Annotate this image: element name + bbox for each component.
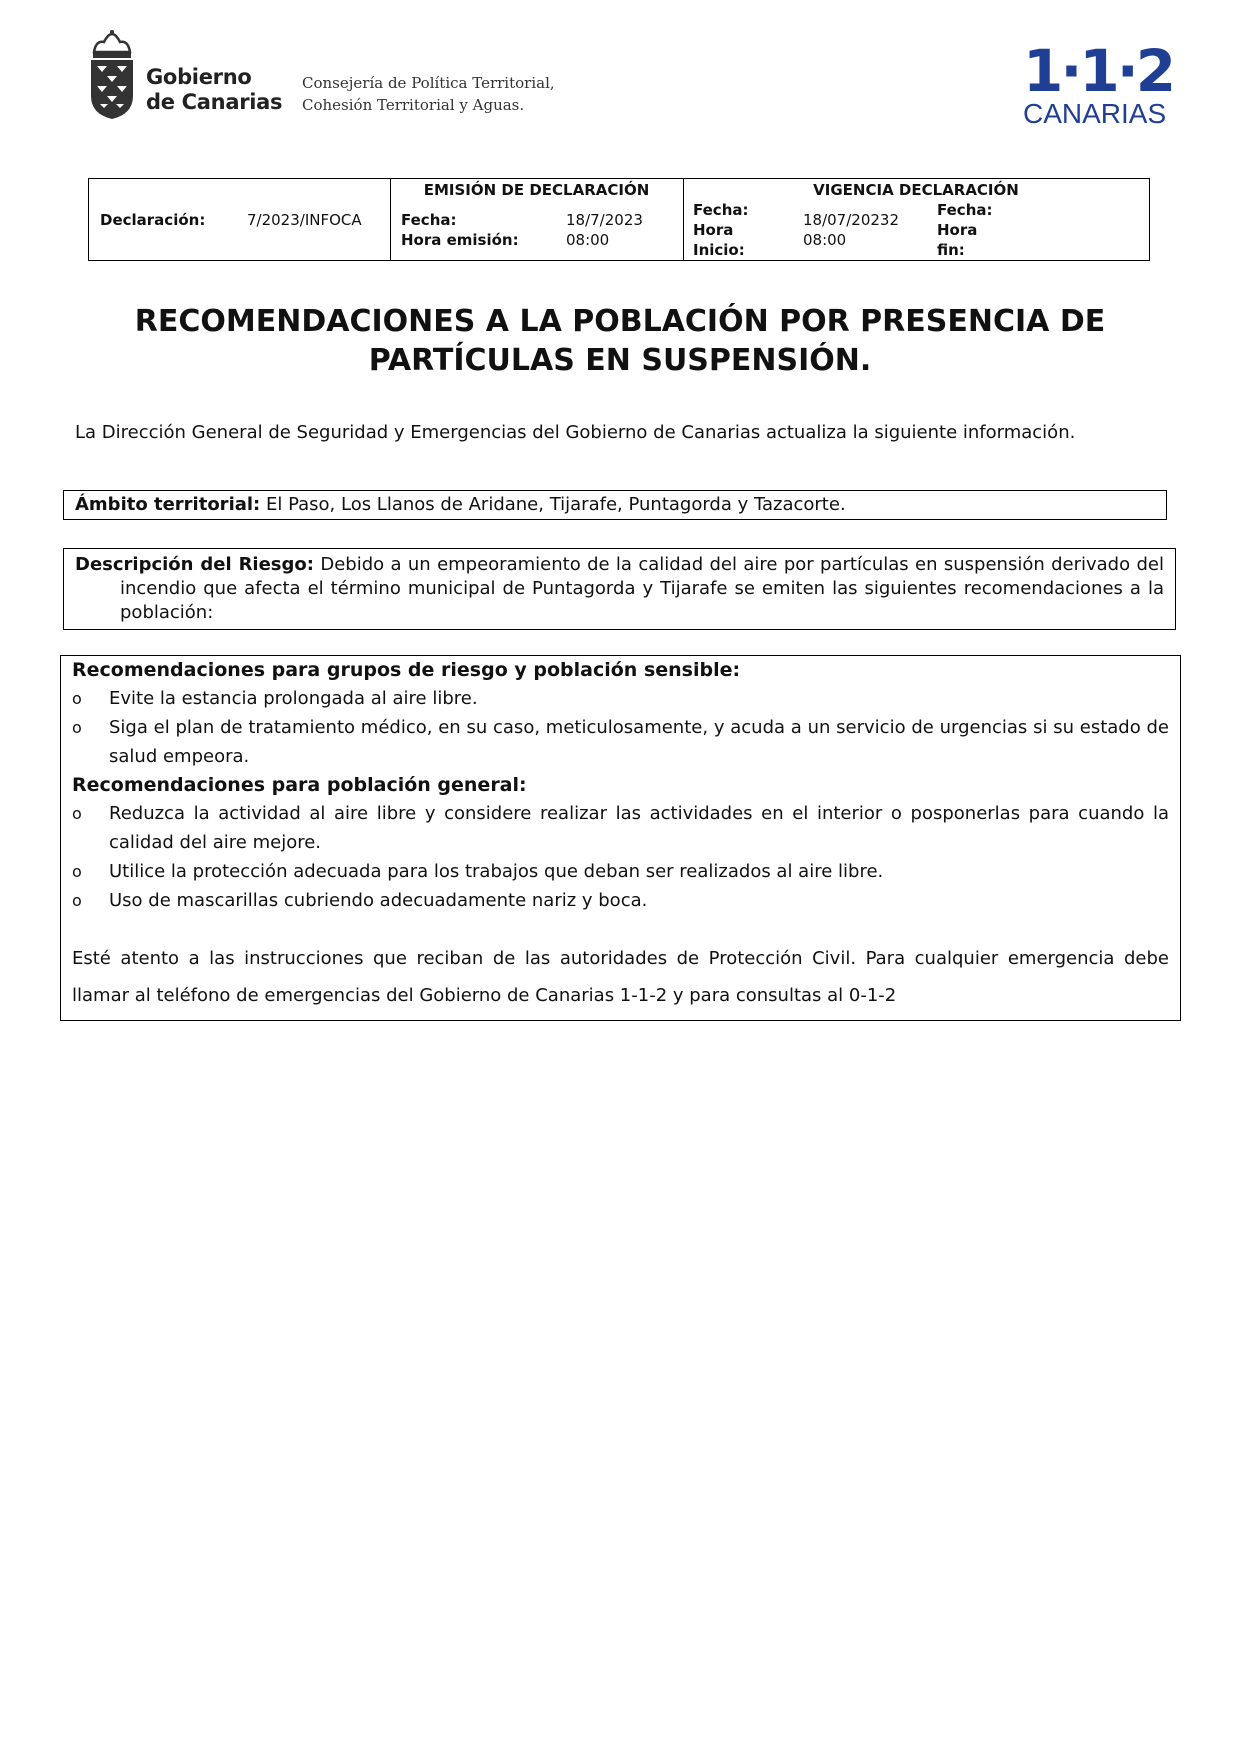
government-name [146,65,282,115]
vigencia-heading: VIGENCIA DECLARACIÓN [813,181,1019,199]
declaration-cell [89,179,391,260]
general-heading: Recomendaciones para población general: [72,774,527,796]
vigencia-hora-inicio-label-2: Inicio: [693,241,745,259]
bullet-icon: o [72,804,82,823]
emision-fecha-label: Fecha: [401,211,457,229]
bullet-icon: o [72,891,82,910]
descripcion-riesgo-box [63,548,1176,630]
riesgo-label: Descripción del Riesgo: [75,554,314,575]
logo-112-canarias [1023,37,1174,129]
intro-paragraph: La Dirección General de Seguridad y Emergencias del Gobierno de Canarias actualiza la siguiente información. [75,422,1076,443]
consejeria-line-2: Cohesión Territorial y Aguas. [302,96,525,114]
vigencia-fecha-inicio-value: 18/07/20232 [803,211,899,229]
document-title-line-2: PARTÍCULAS EN SUSPENSIÓN. [368,343,872,378]
document-header [88,30,1174,140]
vigencia-fecha-fin-label: Fecha: [937,201,993,219]
list-item [72,684,1169,713]
list-item [72,857,1169,886]
document-title-line-1: RECOMENDACIONES A LA POBLACIÓN POR PRESENCIA DE [134,304,1106,339]
vigencia-hora-inicio-label-1: Hora [693,221,734,239]
ambito-text: El Paso, Los Llanos de Aridane, Tijarafe, Puntagorda y Tazacorte. [260,494,846,515]
declaration-table [88,178,1150,261]
vigencia-hora-fin-label-2: fin: [937,241,965,259]
vigencia-cell [683,179,1149,260]
ambito-territorial-box [63,490,1167,520]
sensible-list [72,684,1169,771]
list-item-text: Utilice la protección adecuada para los trabajos que deban ser realizados al aire libre. [109,861,884,882]
list-item-text: Reduzca la actividad al aire libre y considere realizar las actividades en el interior o posponerlas para cuando la calidad del aire mejore. [109,803,1169,853]
emision-heading: EMISIÓN DE DECLARACIÓN [423,181,650,199]
vigencia-fecha-inicio-label: Fecha: [693,201,749,219]
gobierno-canarias-shield-icon [88,30,136,120]
list-item-text: Uso de mascarillas cubriendo adecuadamente nariz y boca. [109,890,648,911]
consejeria-line-1: Consejería de Política Territorial, [302,74,555,92]
logo-112-number: 1·1·2 [1023,37,1174,105]
consejeria-name [302,72,555,116]
ambito-label: Ámbito territorial: [75,494,261,515]
list-item-text: Siga el plan de tratamiento médico, en su caso, meticulosamente, y acuda a un servicio de urgencias si su estado de salud empeora. [109,717,1169,767]
closing-paragraph: Esté atento a las instrucciones que reciban de las autoridades de Protección Civil. Para cualquier emergencia debe llamar al teléfono de emergencias del Gobierno de Canarias 1-1-2 y para consultas al 0-1-2 [72,948,1169,1006]
list-item [72,713,1169,771]
declaration-label: Declaración: [100,211,206,229]
list-item [72,799,1169,857]
list-item-text: Evite la estancia prolongada al aire libre. [109,688,478,709]
emision-fecha-value: 18/7/2023 [566,211,643,229]
list-item [72,886,1169,915]
general-list [72,799,1169,915]
bullet-icon: o [72,862,82,881]
sensible-heading: Recomendaciones para grupos de riesgo y población sensible: [72,659,741,681]
recomendaciones-box [60,655,1181,1021]
emision-hora-label: Hora emisión: [401,231,519,249]
document-title [100,302,1140,380]
logo-112-text: CANARIAS [1023,98,1167,129]
bullet-icon: o [72,689,82,708]
vigencia-hora-fin-label-1: Hora [937,221,978,239]
declaration-value: 7/2023/INFOCA [247,211,362,229]
riesgo-text: Debido a un empeoramiento de la calidad del aire por partículas en suspensión derivado del incendio que afecta el término municipal de Puntagorda y Tijarafe se emiten las siguientes recomendaciones a la población: [120,554,1164,623]
emision-cell [390,179,684,260]
government-name-line-1: Gobierno [146,65,252,89]
government-name-line-2: de Canarias [146,90,283,114]
bullet-icon: o [72,718,82,737]
vigencia-hora-inicio-value: 08:00 [803,231,847,249]
emision-hora-value: 08:00 [566,231,610,249]
